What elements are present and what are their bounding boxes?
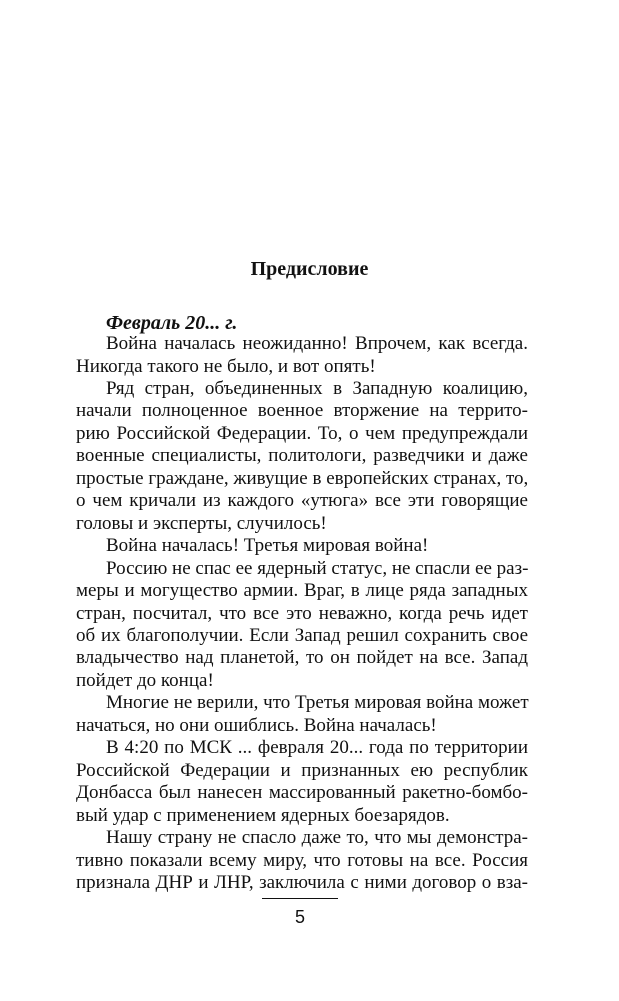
text-line: Донбасса был нанесен массированный ракетно-бомбо-	[76, 782, 528, 804]
text-line: головы и эксперты, случилось!	[76, 512, 327, 534]
footer-rule	[262, 898, 338, 899]
date-subheading: Февраль 20... г.	[106, 312, 238, 334]
text-line: меры и могущество армии. Враг, в лице ряда западных	[76, 580, 528, 601]
text-line: Война началась! Третья мировая война!	[106, 535, 429, 557]
text-line: вый удар с применением ядерных боезарядов.	[76, 804, 450, 826]
text-line: Война началась неожиданно! Впрочем, как всегда.	[106, 333, 528, 354]
text-line: пойдет до конца!	[76, 669, 214, 691]
text-line: рию Российской Федерации. То, о чем предупреждали	[76, 422, 528, 444]
text-line: Нашу страну не спасло даже то, что мы демонстра-	[106, 827, 528, 849]
text-line: начаться, но они ошиблись. Война началась!	[76, 714, 437, 736]
text-line: Многие не верили, что Третья мировая война может	[106, 692, 529, 714]
text-line: о чем кричали из каждого «утюга» все эти говорящие	[76, 490, 528, 512]
text-line: военные специалисты, политологи, разведчики и даже	[76, 445, 528, 467]
text-line: Никогда такого не было, и вот опять!	[76, 355, 376, 377]
text-line: владычество над планетой, то он пойдет на все. Запад	[76, 647, 528, 669]
text-line: начали полноценное военное вторжение на террито-	[76, 400, 528, 422]
text-line: об их благополучии. Если Запад решил сохранить свое	[76, 625, 528, 646]
text-line: простые граждане, живущие в европейских странах, то,	[76, 467, 529, 489]
text-line: стран, посчитал, что все это неважно, когда речь идет	[76, 602, 528, 624]
text-line: признала ДНР и ЛНР, заключила с ними договор о вза-	[76, 872, 528, 893]
text-line: Россию не спас ее ядерный статус, не спасли ее раз-	[106, 557, 529, 579]
text-line: Российской Федерации и признанных ею республик	[76, 759, 528, 781]
text-line: Ряд стран, объединенных в Западную коалицию,	[106, 377, 528, 399]
section-heading: Предисловие	[250, 258, 369, 280]
page-number: 5	[294, 907, 305, 927]
text-line: В 4:20 по МСК ... февраля 20... года по территории	[106, 737, 528, 759]
text-line: тивно показали всему миру, что готовы на все. Россия	[76, 849, 528, 871]
